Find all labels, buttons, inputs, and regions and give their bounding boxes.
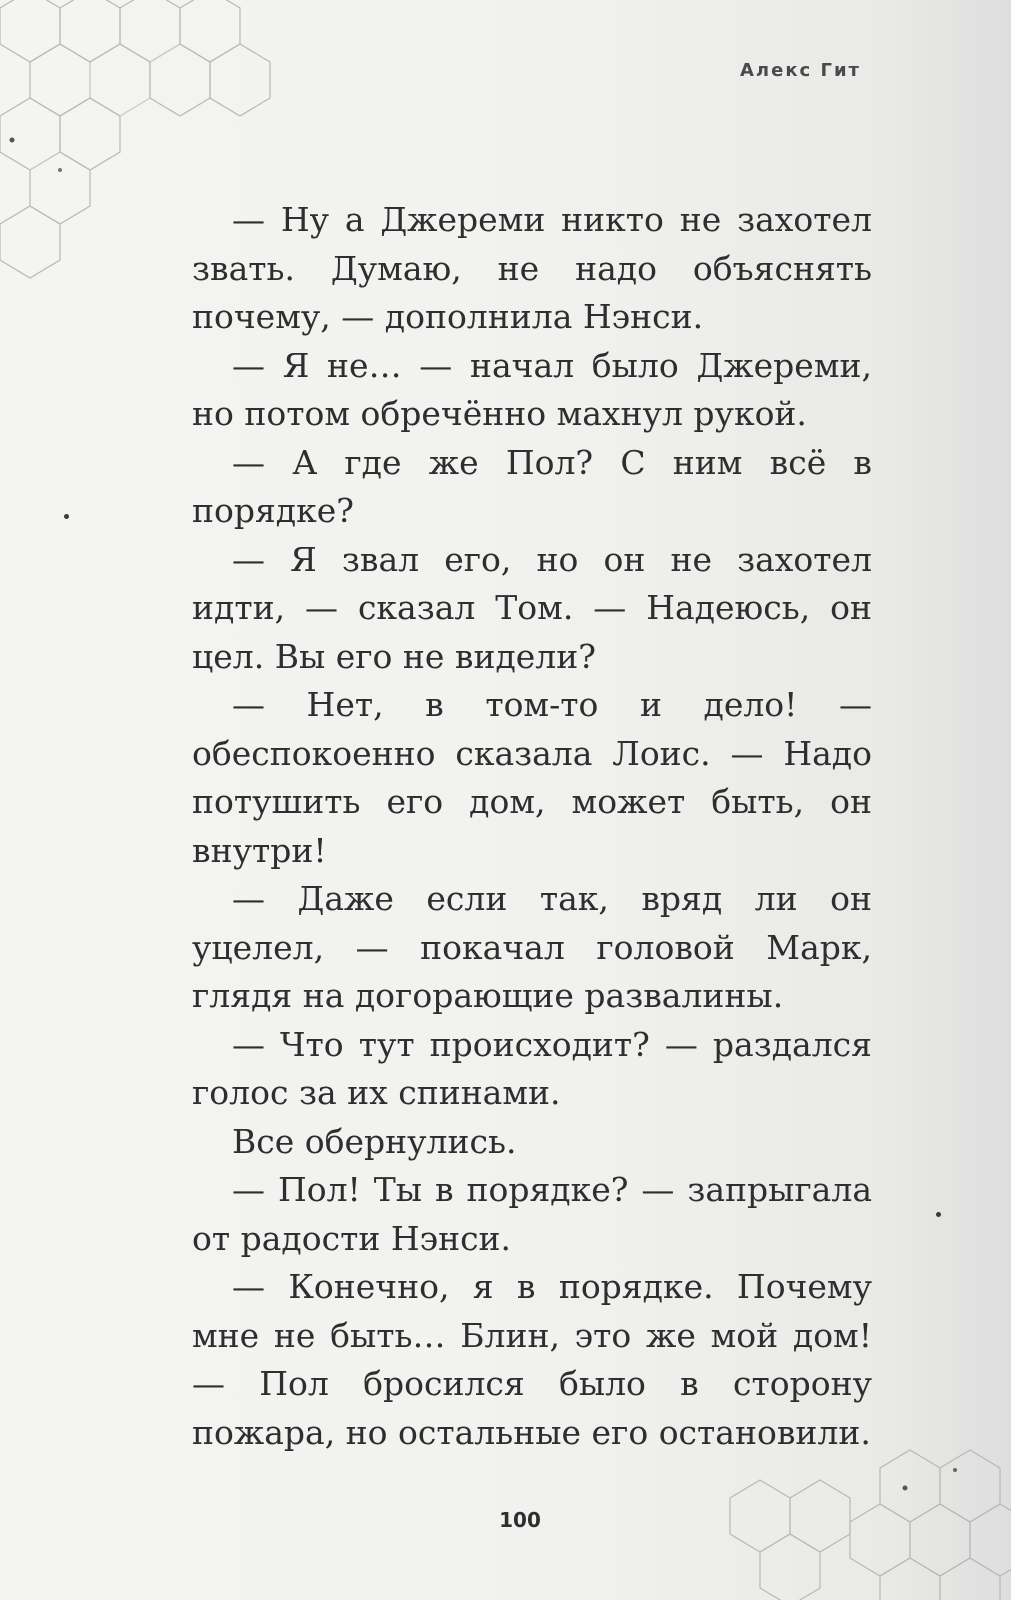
paragraph: Все обернулись.	[232, 1121, 517, 1161]
paragraph: — Нет, в том-то и дело! — обеспокоенно сказала Лоис. — Надо потушить его дом, может быть, он внутри!	[192, 685, 872, 870]
paragraph: — Даже если так, вряд ли он уцелел, — покачал головой Марк, глядя на догорающие развалины.	[192, 879, 872, 1015]
decorative-dot	[64, 514, 69, 519]
running-header-author: Алекс Гит	[740, 60, 861, 81]
paragraph: — Я не… — начал было Джереми, но потом обречённо махнул рукой.	[192, 345, 872, 433]
paragraph: — А где же Пол? С ним всё в порядке?	[192, 442, 872, 530]
paragraph: — Я звал его, но он не захотел идти, — сказал Том. — Надеюсь, он цел. Вы его не видели?	[192, 539, 872, 676]
decorative-dot	[936, 1212, 941, 1217]
paragraph: — Пол! Ты в порядке? — запрыгала от радости Нэнси.	[192, 1170, 872, 1258]
hexagon-pattern-icon	[700, 1440, 1011, 1600]
page-number: 100	[499, 1508, 541, 1532]
body-text	[192, 196, 872, 1457]
paragraph: — Ну а Джереми никто не захотел звать. Думаю, не надо объяснять почему, — дополнила Нэнси.	[192, 200, 872, 336]
paragraph: — Что тут происходит? — раздался голос за их спинами.	[192, 1024, 872, 1112]
paragraph: — Конечно, я в порядке. Почему мне не быть… Блин, это же мой дом! — Пол бросился было в сторону пожара, но остальные его остановили.	[192, 1267, 872, 1452]
